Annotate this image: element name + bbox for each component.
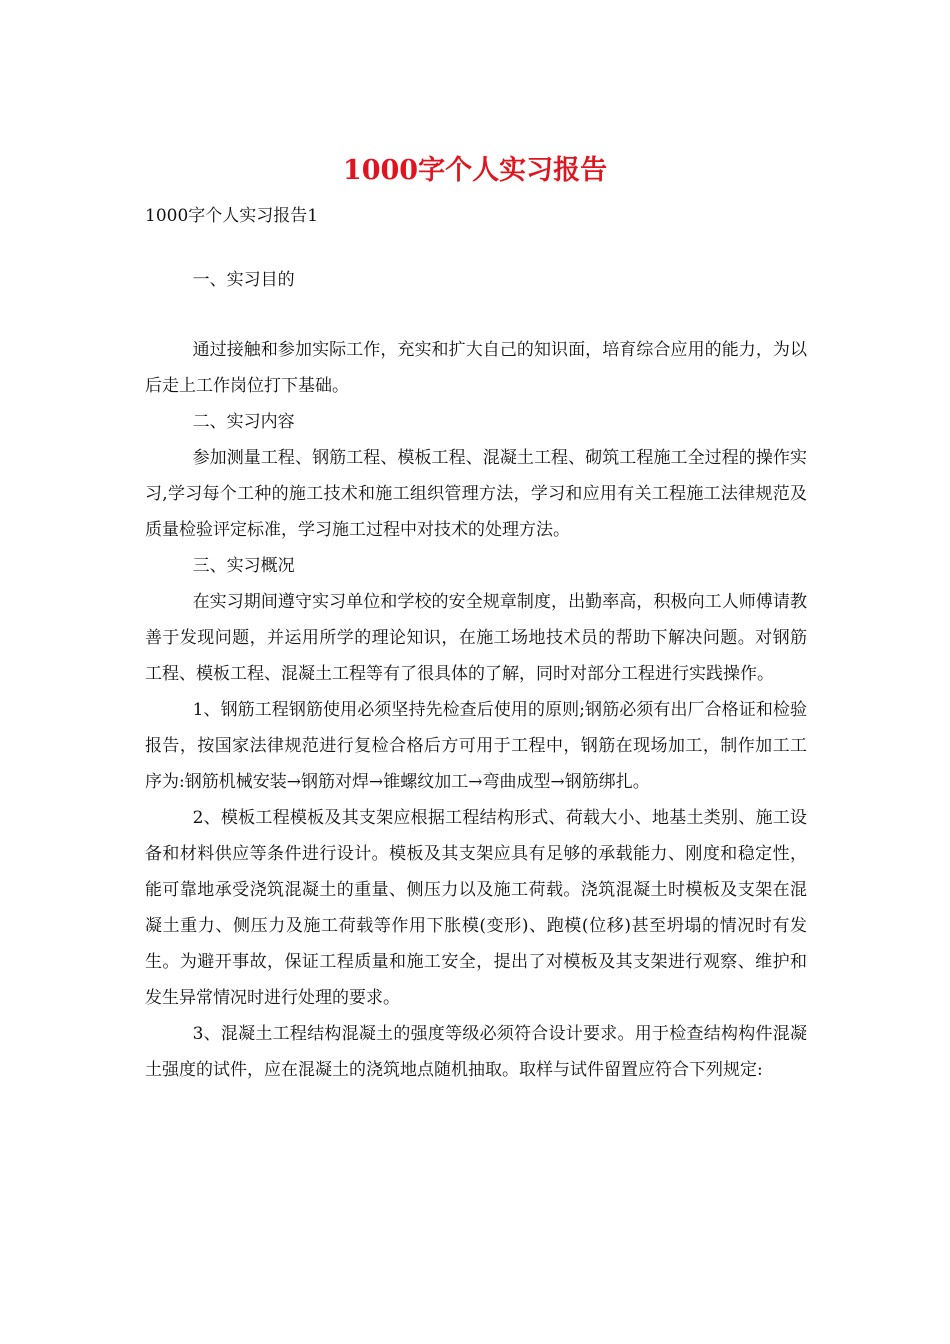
section-heading-content: 二、实习内容 (192, 412, 295, 432)
section-heading-purpose: 一、实习目的 (192, 270, 295, 290)
document-body (145, 262, 807, 1088)
paragraph-purpose: 通过接触和参加实际工作，充实和扩大自己的知识面，培育综合应用的能力，为以后走上工作岗位打下基础。 (145, 340, 807, 396)
paragraph-concrete: 3、混凝土工程结构混凝土的强度等级必须符合设计要求。用于检查结构构件混凝土强度的试件，应在混凝土的浇筑地点随机抽取。取样与试件留置应符合下列规定: (145, 1024, 807, 1080)
document-subtitle: 1000字个人实习报告1 (145, 206, 319, 226)
paragraph-rebar: 1、钢筋工程钢筋使用必须坚持先检查后使用的原则;钢筋必须有出厂合格证和检验报告，按国家法律规范进行复检合格后方可用于工程中，钢筋在现场加工，制作加工工序为:钢筋机械安装→钢筋对焊→锥螺纹加工→弯曲成型→钢筋绑扎。 (145, 700, 807, 792)
document-title: 1000字个人实习报告 (342, 155, 608, 186)
section-heading-overview: 三、实习概况 (192, 556, 295, 576)
paragraph-content: 参加测量工程、钢筋工程、模板工程、混凝土工程、砌筑工程施工全过程的操作实习,学习每个工种的施工技术和施工组织管理方法，学习和应用有关工程施工法律规范及质量检验评定标准，学习施工过程中对技术的处理方法。 (145, 448, 807, 540)
paragraph-overview: 在实习期间遵守实习单位和学校的安全规章制度，出勤率高，积极向工人师傅请教善于发现问题，并运用所学的理论知识，在施工场地技术员的帮助下解决问题。对钢筋工程、模板工程、混凝土工程等有了很具体的了解，同时对部分工程进行实践操作。 (145, 592, 807, 684)
paragraph-formwork: 2、模板工程模板及其支架应根据工程结构形式、荷载大小、地基土类别、施工设备和材料供应等条件进行设计。模板及其支架应具有足够的承载能力、刚度和稳定性，能可靠地承受浇筑混凝土的重量、侧压力以及施工荷载。浇筑混凝土时模板及支架在混凝土重力、侧压力及施工荷载等作用下胀模(变形)、跑模(位移)甚至坍塌的情况时有发生。为避开事故，保证工程质量和施工安全，提出了对模板及其支架进行观察、维护和发生异常情况时进行处理的要求。 (145, 808, 807, 1008)
